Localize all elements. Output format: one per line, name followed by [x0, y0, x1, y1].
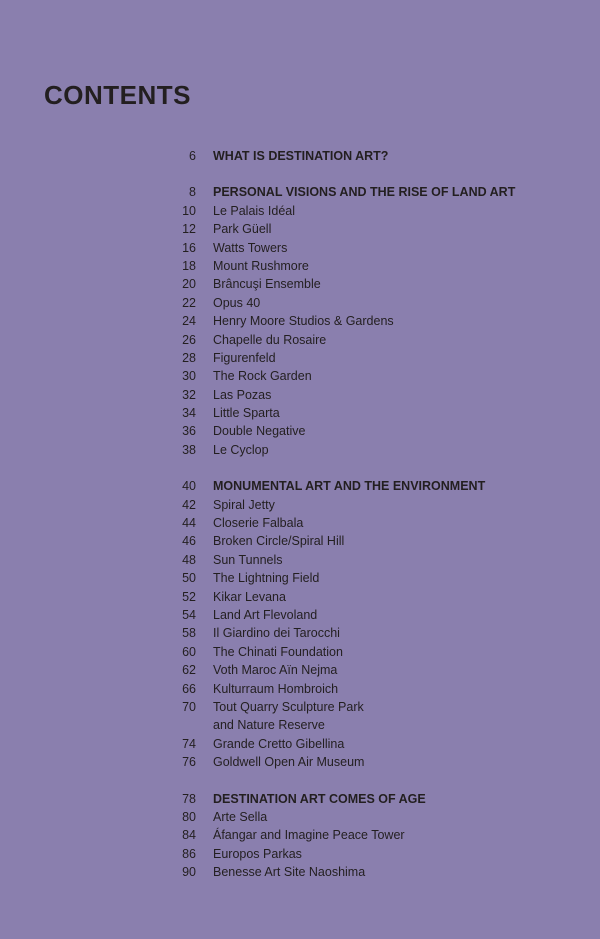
toc-entry[interactable] — [0, 643, 600, 661]
toc-section-heading[interactable] — [0, 790, 600, 808]
toc-entry[interactable] — [0, 386, 600, 404]
page-number: 16 — [182, 240, 196, 255]
table-of-contents — [0, 147, 600, 899]
entry-title: The Rock Garden — [213, 369, 312, 384]
page-number: 44 — [182, 516, 196, 531]
page-number: 24 — [182, 314, 196, 329]
page-number: 90 — [182, 865, 196, 880]
entry-title: Little Sparta — [213, 406, 280, 421]
toc-entry[interactable] — [0, 569, 600, 587]
entry-title: Park Güell — [213, 222, 272, 237]
entry-title: Figurenfeld — [213, 350, 276, 365]
toc-section — [0, 183, 600, 459]
toc-entry[interactable] — [0, 239, 600, 257]
page-number: 12 — [182, 222, 196, 237]
toc-entry[interactable] — [0, 312, 600, 330]
section-heading-text: PERSONAL VISIONS AND THE RISE OF LAND ART — [213, 185, 516, 200]
page-number: 22 — [182, 295, 196, 310]
page-number: 8 — [189, 185, 196, 200]
toc-entry[interactable] — [0, 496, 600, 514]
entry-title: Spiral Jetty — [213, 497, 275, 512]
page-number: 40 — [182, 479, 196, 494]
entry-title: Brâncuşi Ensemble — [213, 277, 321, 292]
page-title: CONTENTS — [44, 80, 191, 110]
toc-entry[interactable] — [0, 275, 600, 293]
entry-title: Benesse Art Site Naoshima — [213, 865, 366, 880]
entry-title: Il Giardino dei Tarocchi — [213, 626, 340, 641]
toc-entry[interactable] — [0, 367, 600, 385]
entry-title: The Chinati Foundation — [213, 644, 343, 659]
page-number: 66 — [182, 681, 196, 696]
page-number: 38 — [182, 442, 196, 457]
page-number: 6 — [189, 149, 196, 163]
entry-title: Land Art Flevoland — [213, 607, 318, 622]
toc-entry[interactable] — [0, 845, 600, 863]
page-number: 86 — [182, 846, 196, 861]
page-number: 26 — [182, 332, 196, 347]
entry-title: Chapelle du Rosaire — [213, 332, 327, 347]
entry-title: Opus 40 — [213, 295, 261, 310]
page-number: 80 — [182, 809, 196, 824]
entry-title: Closerie Falbala — [213, 516, 304, 531]
entry-title: Mount Rushmore — [213, 258, 309, 273]
toc-entry[interactable] — [0, 422, 600, 440]
entry-title: and Nature Reserve — [213, 718, 325, 733]
entry-title: Broken Circle/Spiral Hill — [213, 534, 345, 549]
page-number: 46 — [182, 534, 196, 549]
entry-title: Kulturraum Hombroich — [213, 681, 339, 696]
section-heading-text: DESTINATION ART COMES OF AGE — [213, 791, 426, 806]
entry-title: Kikar Levana — [213, 589, 286, 604]
page-number: 30 — [182, 369, 196, 384]
page-number: 48 — [182, 552, 196, 567]
toc-section — [0, 147, 600, 165]
entry-title: Áfangar and Imagine Peace Tower — [213, 828, 405, 843]
toc-section — [0, 477, 600, 771]
toc-section — [0, 790, 600, 882]
toc-entry[interactable] — [0, 514, 600, 532]
toc-entry[interactable] — [0, 753, 600, 771]
page-number: 20 — [182, 277, 196, 292]
page-number: 52 — [182, 589, 196, 604]
page-number: 70 — [182, 699, 196, 714]
entry-title: Grande Cretto Gibellina — [213, 736, 345, 751]
page-number: 76 — [182, 755, 196, 770]
page-number: 18 — [182, 258, 196, 273]
toc-entry[interactable] — [0, 532, 600, 550]
toc-entry[interactable] — [0, 863, 600, 881]
entry-title: Voth Maroc Aïn Nejma — [213, 663, 338, 678]
toc-entry[interactable] — [0, 716, 600, 734]
entry-title: Arte Sella — [213, 809, 268, 824]
entry-title: Goldwell Open Air Museum — [213, 755, 365, 770]
page-number: 74 — [182, 736, 196, 751]
page-number: 54 — [182, 607, 196, 622]
entry-title: The Lightning Field — [213, 571, 320, 586]
toc-entry[interactable] — [0, 680, 600, 698]
page-number: 34 — [182, 406, 196, 421]
page-number: 58 — [182, 626, 196, 641]
entry-title: Double Negative — [213, 424, 306, 439]
entry-title: Tout Quarry Sculpture Park — [213, 699, 364, 714]
entry-title: Le Cyclop — [213, 442, 269, 457]
page-number: 60 — [182, 644, 196, 659]
entry-title: Europos Parkas — [213, 846, 302, 861]
toc-entry[interactable] — [0, 661, 600, 679]
toc-entry[interactable] — [0, 331, 600, 349]
toc-entry[interactable] — [0, 220, 600, 238]
toc-entry[interactable] — [0, 551, 600, 569]
toc-entry[interactable] — [0, 735, 600, 753]
toc-entry[interactable] — [0, 349, 600, 367]
toc-section-heading[interactable] — [0, 183, 600, 201]
toc-entry[interactable] — [0, 588, 600, 606]
entry-title: Sun Tunnels — [213, 552, 283, 567]
toc-section-heading[interactable] — [0, 147, 600, 165]
page-number: 32 — [182, 387, 196, 402]
toc-entry[interactable] — [0, 826, 600, 844]
entry-title: Henry Moore Studios & Gardens — [213, 314, 394, 329]
entry-title: Le Palais Idéal — [213, 203, 296, 218]
toc-entry[interactable] — [0, 202, 600, 220]
page-number: 42 — [182, 497, 196, 512]
page-number: 10 — [182, 203, 196, 218]
toc-entry[interactable] — [0, 624, 600, 642]
section-heading-text: WHAT IS DESTINATION ART? — [213, 149, 389, 163]
toc-entry[interactable] — [0, 257, 600, 275]
toc-entry[interactable] — [0, 404, 600, 422]
page-number: 84 — [182, 828, 196, 843]
entry-title: Las Pozas — [213, 387, 272, 402]
toc-entry[interactable] — [0, 698, 600, 716]
page-number: 28 — [182, 350, 196, 365]
toc-entry[interactable] — [0, 606, 600, 624]
toc-entry[interactable] — [0, 441, 600, 459]
page-number: 50 — [182, 571, 196, 586]
toc-entry[interactable] — [0, 808, 600, 826]
toc-section-heading[interactable] — [0, 477, 600, 495]
page-number: 62 — [182, 663, 196, 678]
page-number: 78 — [182, 791, 196, 806]
section-heading-text: MONUMENTAL ART AND THE ENVIRONMENT — [213, 479, 486, 494]
toc-entry[interactable] — [0, 294, 600, 312]
entry-title: Watts Towers — [213, 240, 288, 255]
page-number: 36 — [182, 424, 196, 439]
